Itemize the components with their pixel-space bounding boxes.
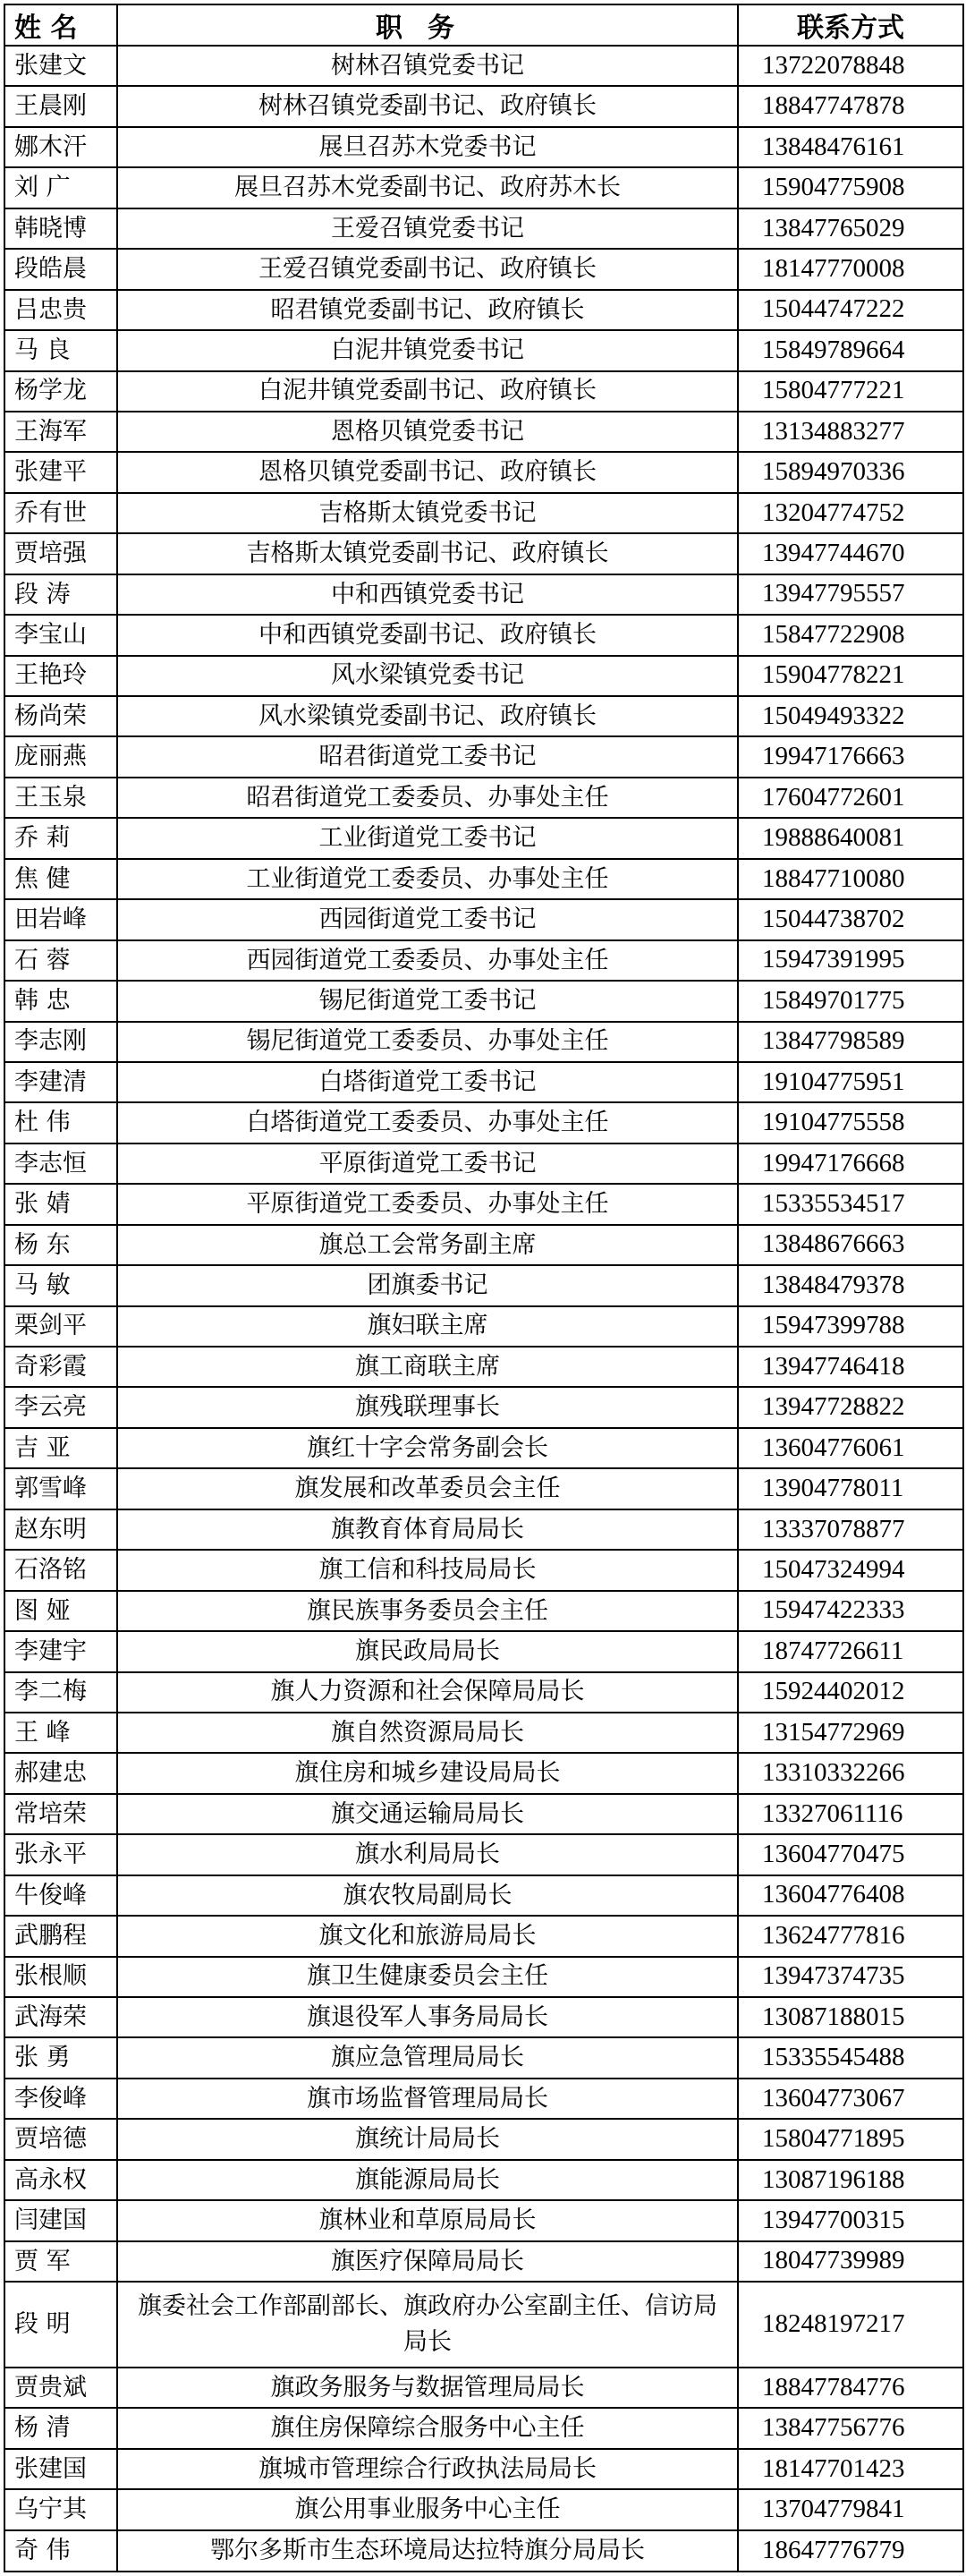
name-cell: 贾贵斌 [4, 2368, 117, 2408]
phone-cell: 15804777221 [738, 371, 963, 412]
header-name: 姓 名 [4, 4, 117, 46]
name-cell: 高永权 [4, 2160, 117, 2200]
position-cell: 风水梁镇党委副书记、政府镇长 [117, 696, 738, 736]
name-cell: 常培荣 [4, 1794, 117, 1834]
phone-cell: 15849789664 [738, 330, 963, 370]
table-row [4, 208, 963, 249]
position-cell: 白塔街道党工委委员、办事处主任 [117, 1102, 738, 1143]
position-cell: 旗教育体育局局长 [117, 1509, 738, 1550]
name-cell: 李志刚 [4, 1022, 117, 1062]
table-row [4, 86, 963, 126]
table-row [4, 412, 963, 452]
name-cell: 牛俊峰 [4, 1875, 117, 1916]
phone-cell: 13847756776 [738, 2408, 963, 2448]
phone-cell: 13327061116 [738, 1794, 963, 1834]
table-row [4, 940, 963, 981]
position-cell: 旗卫生健康委员会主任 [117, 1957, 738, 1997]
table-row [4, 1468, 963, 1509]
table-row [4, 290, 963, 330]
phone-cell: 15335545488 [738, 2037, 963, 2078]
name-cell: 王玉泉 [4, 778, 117, 818]
position-cell: 王爱召镇党委副书记、政府镇长 [117, 249, 738, 289]
phone-cell: 17604772601 [738, 778, 963, 818]
name-cell: 段 明 [4, 2282, 117, 2368]
position-cell: 团旗委书记 [117, 1265, 738, 1305]
position-cell: 旗红十字会常务副会长 [117, 1428, 738, 1468]
table-row [4, 818, 963, 858]
phone-cell: 15947391995 [738, 940, 963, 981]
phone-cell: 13310332266 [738, 1753, 963, 1793]
table-row [4, 1753, 963, 1793]
phone-cell: 18047739989 [738, 2241, 963, 2282]
table-row [4, 2037, 963, 2078]
position-cell: 旗城市管理综合行政执法局局长 [117, 2449, 738, 2489]
position-cell: 中和西镇党委副书记、政府镇长 [117, 615, 738, 655]
table-row [4, 736, 963, 777]
position-cell: 旗发展和改革委员会主任 [117, 1468, 738, 1509]
position-cell: 旗总工会常务副主席 [117, 1225, 738, 1265]
position-cell: 旗残联理事长 [117, 1387, 738, 1427]
header-position: 职务 [117, 4, 738, 46]
position-cell: 西园街道党工委书记 [117, 899, 738, 939]
position-cell: 工业街道党工委委员、办事处主任 [117, 859, 738, 899]
table-row [4, 2530, 963, 2572]
table-row [4, 371, 963, 412]
name-cell: 李宝山 [4, 615, 117, 655]
name-cell: 赵东明 [4, 1509, 117, 1550]
name-cell: 乔有世 [4, 493, 117, 533]
position-cell: 旗农牧局副局长 [117, 1875, 738, 1916]
name-cell: 张根顺 [4, 1957, 117, 1997]
table-row [4, 2079, 963, 2119]
position-cell: 平原街道党工委书记 [117, 1143, 738, 1184]
position-cell: 旗住房保障综合服务中心主任 [117, 2408, 738, 2448]
table-row [4, 696, 963, 736]
position-cell: 旗林业和草原局局长 [117, 2200, 738, 2240]
table-row [4, 330, 963, 370]
name-cell: 张 勇 [4, 2037, 117, 2078]
phone-cell: 13847765029 [738, 208, 963, 249]
position-cell: 锡尼街道党工委委员、办事处主任 [117, 1022, 738, 1062]
position-cell: 工业街道党工委书记 [117, 818, 738, 858]
phone-cell: 13604770475 [738, 1834, 963, 1875]
name-cell: 贾 军 [4, 2241, 117, 2282]
name-cell: 武鹏程 [4, 1916, 117, 1956]
name-cell: 王晨刚 [4, 86, 117, 126]
phone-cell: 18847710080 [738, 859, 963, 899]
table-row [4, 2119, 963, 2159]
name-cell: 石洛铭 [4, 1550, 117, 1590]
position-cell: 旗自然资源局局长 [117, 1713, 738, 1753]
name-cell: 李建宇 [4, 1631, 117, 1671]
phone-cell: 15335534517 [738, 1184, 963, 1224]
phone-cell: 18248197217 [738, 2282, 963, 2368]
phone-cell: 13848479378 [738, 1265, 963, 1305]
phone-cell: 13947744670 [738, 533, 963, 574]
table-row [4, 1428, 963, 1468]
table-row [4, 656, 963, 696]
table-body [4, 46, 963, 2572]
name-cell: 杨 东 [4, 1225, 117, 1265]
position-cell: 旗能源局局长 [117, 2160, 738, 2200]
table-row [4, 249, 963, 289]
name-cell: 李建清 [4, 1062, 117, 1102]
position-cell: 旗市场监督管理局局长 [117, 2079, 738, 2119]
position-cell: 鄂尔多斯市生态环境局达拉特旗分局局长 [117, 2530, 738, 2572]
name-cell: 闫建国 [4, 2200, 117, 2240]
name-cell: 郭雪峰 [4, 1468, 117, 1509]
phone-cell: 15849701775 [738, 981, 963, 1021]
table-row [4, 1184, 963, 1224]
phone-cell: 19947176663 [738, 736, 963, 777]
name-cell: 马 良 [4, 330, 117, 370]
position-cell: 旗民政局局长 [117, 1631, 738, 1671]
name-cell: 杜 伟 [4, 1102, 117, 1143]
name-cell: 王海军 [4, 412, 117, 452]
table-row [4, 2282, 963, 2368]
position-cell: 旗水利局局长 [117, 1834, 738, 1875]
header-row [4, 4, 963, 46]
phone-cell: 13604773067 [738, 2079, 963, 2119]
position-cell: 吉格斯太镇党委书记 [117, 493, 738, 533]
phone-cell: 13947700315 [738, 2200, 963, 2240]
table-row [4, 1102, 963, 1143]
table-row [4, 1062, 963, 1102]
table-row [4, 1875, 963, 1916]
position-cell: 旗委社会工作部副部长、旗政府办公室副主任、信访局局长 [117, 2282, 738, 2368]
phone-cell: 19104775951 [738, 1062, 963, 1102]
table-row [4, 1672, 963, 1713]
name-cell: 张建文 [4, 46, 117, 86]
phone-cell: 13947746418 [738, 1347, 963, 1387]
phone-cell: 13947795557 [738, 574, 963, 615]
name-cell: 娜木汗 [4, 127, 117, 167]
table-row [4, 1997, 963, 2037]
table-row [4, 1265, 963, 1305]
table-row [4, 2241, 963, 2282]
name-cell: 张建平 [4, 452, 117, 492]
position-cell: 风水梁镇党委书记 [117, 656, 738, 696]
table-row [4, 167, 963, 208]
phone-cell: 13087196188 [738, 2160, 963, 2200]
phone-cell: 13947374735 [738, 1957, 963, 1997]
phone-cell: 15947399788 [738, 1306, 963, 1347]
phone-cell: 13134883277 [738, 412, 963, 452]
phone-cell: 15044747222 [738, 290, 963, 330]
position-cell: 旗统计局局长 [117, 2119, 738, 2159]
name-cell: 张建国 [4, 2449, 117, 2489]
phone-cell: 19888640081 [738, 818, 963, 858]
phone-cell: 15044738702 [738, 899, 963, 939]
name-cell: 刘 广 [4, 167, 117, 208]
phone-cell: 18747726611 [738, 1631, 963, 1671]
position-cell: 白塔街道党工委书记 [117, 1062, 738, 1102]
phone-cell: 13204774752 [738, 493, 963, 533]
table-row [4, 1631, 963, 1671]
phone-cell: 15904775908 [738, 167, 963, 208]
phone-cell: 13604776408 [738, 1875, 963, 1916]
phone-cell: 15847722908 [738, 615, 963, 655]
phone-cell: 15904778221 [738, 656, 963, 696]
position-cell: 西园街道党工委委员、办事处主任 [117, 940, 738, 981]
position-cell: 旗政务服务与数据管理局局长 [117, 2368, 738, 2408]
position-cell: 旗妇联主席 [117, 1306, 738, 1347]
phone-cell: 18847747878 [738, 86, 963, 126]
position-cell: 旗工商联主席 [117, 1347, 738, 1387]
phone-cell: 18147701423 [738, 2449, 963, 2489]
table-row [4, 1550, 963, 1590]
phone-cell: 18647776779 [738, 2530, 963, 2572]
name-cell: 张永平 [4, 1834, 117, 1875]
table-row [4, 1591, 963, 1631]
name-cell: 焦 健 [4, 859, 117, 899]
name-cell: 杨学龙 [4, 371, 117, 412]
position-cell: 展旦召苏木党委副书记、政府苏木长 [117, 167, 738, 208]
name-cell: 图 娅 [4, 1591, 117, 1631]
name-cell: 杨 清 [4, 2408, 117, 2448]
phone-cell: 15804771895 [738, 2119, 963, 2159]
phone-cell: 15894970336 [738, 452, 963, 492]
position-cell: 王爱召镇党委书记 [117, 208, 738, 249]
name-cell: 张 婧 [4, 1184, 117, 1224]
position-cell: 昭君镇党委副书记、政府镇长 [117, 290, 738, 330]
position-cell: 白泥井镇党委副书记、政府镇长 [117, 371, 738, 412]
name-cell: 栗剑平 [4, 1306, 117, 1347]
position-cell: 中和西镇党委书记 [117, 574, 738, 615]
position-cell: 锡尼街道党工委书记 [117, 981, 738, 1021]
phone-cell: 13722078848 [738, 46, 963, 86]
position-cell: 旗退役军人事务局局长 [117, 1997, 738, 2037]
position-cell: 树林召镇党委副书记、政府镇长 [117, 86, 738, 126]
position-cell: 树林召镇党委书记 [117, 46, 738, 86]
table-row [4, 2489, 963, 2529]
name-cell: 王艳玲 [4, 656, 117, 696]
name-cell: 韩晓博 [4, 208, 117, 249]
table-row [4, 1143, 963, 1184]
name-cell: 杨尚荣 [4, 696, 117, 736]
name-cell: 段 涛 [4, 574, 117, 615]
table-row [4, 1916, 963, 1956]
table-row [4, 778, 963, 818]
table-row [4, 533, 963, 574]
table-row [4, 615, 963, 655]
phone-cell: 13904778011 [738, 1468, 963, 1509]
phone-cell: 18847784776 [738, 2368, 963, 2408]
phone-cell: 13704779841 [738, 2489, 963, 2529]
name-cell: 田岩峰 [4, 899, 117, 939]
header-phone: 联系方式 [738, 4, 963, 46]
name-cell: 郝建忠 [4, 1753, 117, 1793]
name-cell: 韩 忠 [4, 981, 117, 1021]
phone-cell: 13848476161 [738, 127, 963, 167]
phone-cell: 19104775558 [738, 1102, 963, 1143]
table-row [4, 2200, 963, 2240]
name-cell: 吕忠贵 [4, 290, 117, 330]
phone-cell: 13947728822 [738, 1387, 963, 1427]
table-row [4, 1509, 963, 1550]
table-row [4, 2408, 963, 2448]
position-cell: 昭君街道党工委委员、办事处主任 [117, 778, 738, 818]
table-row [4, 1387, 963, 1427]
table-row [4, 1306, 963, 1347]
table-row [4, 1834, 963, 1875]
name-cell: 李云亮 [4, 1387, 117, 1427]
table-row [4, 127, 963, 167]
phone-cell: 19947176668 [738, 1143, 963, 1184]
name-cell: 段皓晨 [4, 249, 117, 289]
name-cell: 乔 莉 [4, 818, 117, 858]
position-cell: 恩格贝镇党委书记 [117, 412, 738, 452]
table-row [4, 493, 963, 533]
name-cell: 贾培强 [4, 533, 117, 574]
phone-cell: 15049493322 [738, 696, 963, 736]
phone-cell: 15947422333 [738, 1591, 963, 1631]
phone-cell: 13154772969 [738, 1713, 963, 1753]
phone-cell: 13847798589 [738, 1022, 963, 1062]
position-cell: 昭君街道党工委书记 [117, 736, 738, 777]
phone-cell: 15047324994 [738, 1550, 963, 1590]
table-row [4, 2368, 963, 2408]
table-row [4, 452, 963, 492]
position-cell: 旗人力资源和社会保障局局长 [117, 1672, 738, 1713]
table-row [4, 2160, 963, 2200]
position-cell: 旗公用事业服务中心主任 [117, 2489, 738, 2529]
table-row [4, 1957, 963, 1997]
table-row [4, 859, 963, 899]
name-cell: 乌宁其 [4, 2489, 117, 2529]
phone-cell: 18147770008 [738, 249, 963, 289]
position-cell: 旗工信和科技局局长 [117, 1550, 738, 1590]
table-row [4, 46, 963, 86]
table-row [4, 899, 963, 939]
position-cell: 旗民族事务委员会主任 [117, 1591, 738, 1631]
name-cell: 李俊峰 [4, 2079, 117, 2119]
name-cell: 马 敏 [4, 1265, 117, 1305]
position-cell: 恩格贝镇党委副书记、政府镇长 [117, 452, 738, 492]
phone-cell: 13848676663 [738, 1225, 963, 1265]
table-row [4, 1713, 963, 1753]
table-row [4, 574, 963, 615]
phone-cell: 13604776061 [738, 1428, 963, 1468]
phone-cell: 13337078877 [738, 1509, 963, 1550]
position-cell: 旗医疗保障局局长 [117, 2241, 738, 2282]
name-cell: 李二梅 [4, 1672, 117, 1713]
table-row [4, 1022, 963, 1062]
position-cell: 旗应急管理局局长 [117, 2037, 738, 2078]
name-cell: 吉 亚 [4, 1428, 117, 1468]
phone-cell: 13624777816 [738, 1916, 963, 1956]
table-row [4, 1794, 963, 1834]
position-cell: 旗交通运输局局长 [117, 1794, 738, 1834]
name-cell: 庞丽燕 [4, 736, 117, 777]
position-cell: 旗文化和旅游局局长 [117, 1916, 738, 1956]
name-cell: 武海荣 [4, 1997, 117, 2037]
name-cell: 李志恒 [4, 1143, 117, 1184]
position-cell: 展旦召苏木党委书记 [117, 127, 738, 167]
name-cell: 石 蓉 [4, 940, 117, 981]
name-cell: 贾培德 [4, 2119, 117, 2159]
phone-cell: 13087188015 [738, 1997, 963, 2037]
table-row [4, 2449, 963, 2489]
contact-table [4, 4, 964, 2572]
position-cell: 白泥井镇党委书记 [117, 330, 738, 370]
name-cell: 奇彩霞 [4, 1347, 117, 1387]
position-cell: 平原街道党工委委员、办事处主任 [117, 1184, 738, 1224]
table-row [4, 1225, 963, 1265]
position-cell: 旗住房和城乡建设局局长 [117, 1753, 738, 1793]
name-cell: 王 峰 [4, 1713, 117, 1753]
position-cell: 吉格斯太镇党委副书记、政府镇长 [117, 533, 738, 574]
name-cell: 奇 伟 [4, 2530, 117, 2572]
table-row [4, 1347, 963, 1387]
phone-cell: 15924402012 [738, 1672, 963, 1713]
table-row [4, 981, 963, 1021]
